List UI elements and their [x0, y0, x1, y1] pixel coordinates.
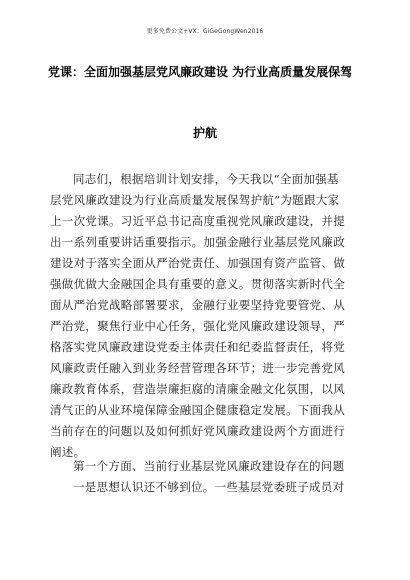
body-paragraph-2: [50, 456, 360, 498]
header-note: 更多免费公文+VX：GiGeGongWen2016: [146, 28, 264, 35]
text-line: 一是思想认识还不够到位。一些基层党委班子成员对: [73, 480, 345, 494]
text-line: 严治党，聚焦行业中心任务，强化党风廉政建设领导，严: [50, 319, 345, 333]
text-line: 风廉政责任融入到业务经营管理各环节；进一步完善党风: [50, 361, 345, 375]
text-line: 层党风廉政建设为行业高质量发展保驾护航”为题跟大家: [50, 193, 340, 207]
text-line: 廉政教育体系，营造崇廉拒腐的清廉金融文化氛围，以风: [50, 382, 345, 396]
section-heading: 第一个方面、当前行业基层党风廉政建设存在的问题: [73, 459, 345, 473]
text-line: 建设对于落实全面从严治党责任、加强国有资产监管、做: [50, 256, 345, 270]
text-line: 清气正的从业环境保障金融国企健康稳定发展。下面我从: [50, 403, 345, 417]
text-line: 出一系列重要讲话重要指示。加强金融行业基层党风廉政: [50, 235, 345, 249]
document-title-line-1: 党课：全面加强基层党风廉政建设 为行业高质量发展保驾: [48, 65, 353, 79]
document-title-line-2: 护航: [192, 126, 217, 140]
text-line: 强做优做大金融国企具有重要的意义。贯彻落实新时代全: [50, 277, 345, 291]
text-line: 阐述。: [50, 445, 86, 459]
text-line: 同志们，根据培训计划安排，今天我以“全面加强基: [73, 172, 339, 186]
text-line: 格落实党风廉政建设党委主体责任和纪委监督责任，将党: [50, 340, 345, 354]
body-paragraph-1: [50, 169, 360, 463]
text-line: 上一次党课。习近平总书记高度重视党风廉政建设，并提: [50, 214, 345, 228]
text-line: 当前存在的问题以及如何抓好党风廉政建设两个方面进行: [50, 424, 345, 438]
text-line: 面从严治党战略部署要求，金融行业要坚持党要管党、从: [50, 298, 345, 312]
